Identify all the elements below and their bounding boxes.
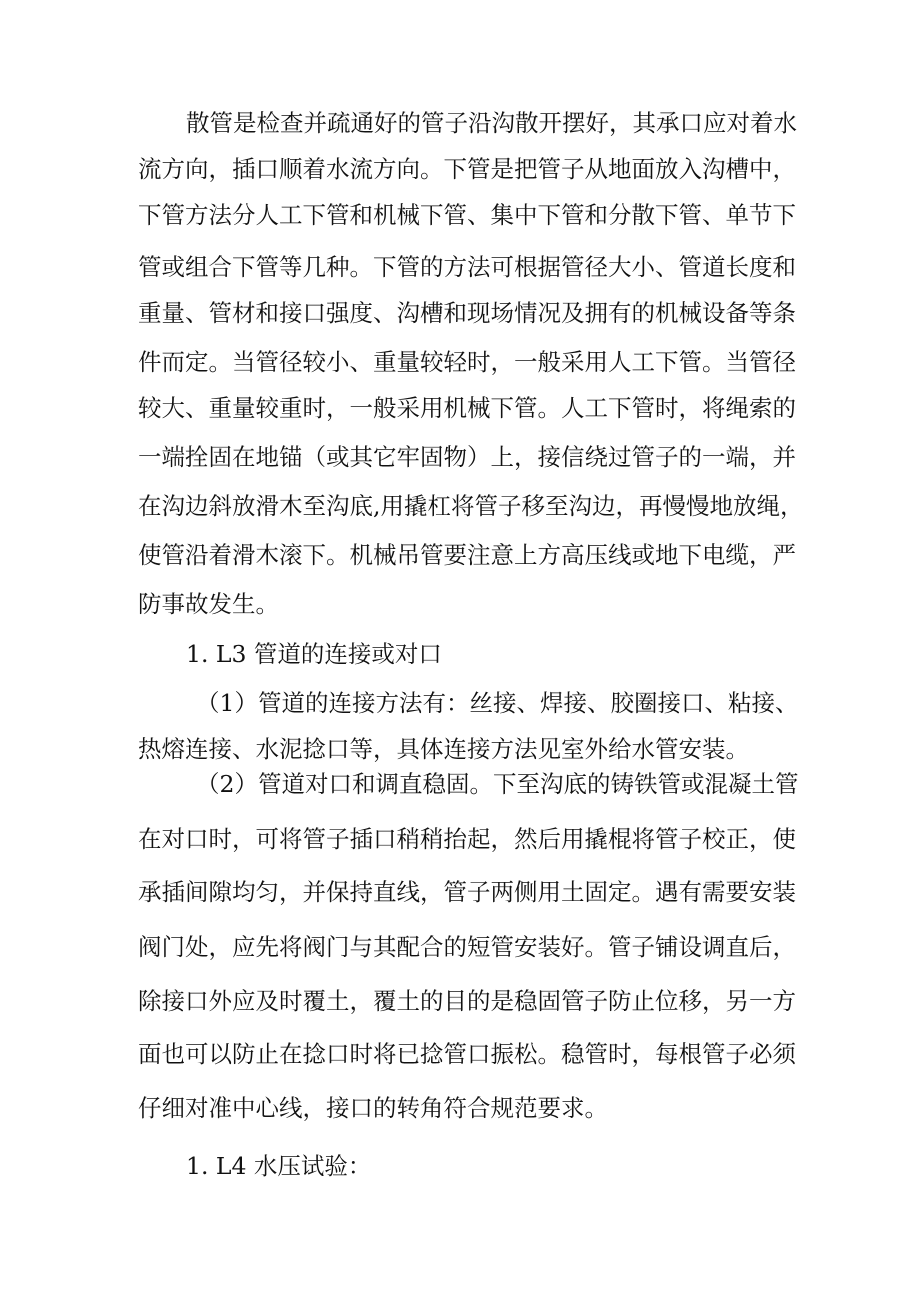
paragraph-line: 散管是检查并疏通好的管子沿沟散开摆好，其承口应对着水 xyxy=(186,109,797,137)
paragraph-line: 阀门处，应先将阀门与其配合的短管安装好。管子铺设调直后， xyxy=(138,933,796,961)
paragraph-line: 防事故发生。 xyxy=(138,590,279,618)
paragraph-line: 重量、管材和接口强度、沟槽和现场情况及拥有的机械设备等条 xyxy=(138,299,796,327)
paragraph-line: 管或组合下管等几种。下管的方法可根据管径大小、管道长度和 xyxy=(138,253,796,281)
paragraph-line: （2）管道对口和调直稳固。下至沟底的铸铁管或混凝土管 xyxy=(196,770,799,798)
paragraph-line: 面也可以防止在捻口时将已捻管口振松。稳管时，每根管子必须 xyxy=(138,1040,796,1068)
paragraph-line: 仔细对准中心线，接口的转角符合规范要求。 xyxy=(138,1094,608,1122)
paragraph-line: （1）管道的连接方法有：丝接、焊接、胶圈接口、粘接、 xyxy=(196,689,799,717)
paragraph-line: 下管方法分人工下管和机械下管、集中下管和分散下管、单节下 xyxy=(138,201,796,229)
paragraph-line: 使管沿着滑木滚下。机械吊管要注意上方高压线或地下电缆，严 xyxy=(138,541,796,569)
paragraph-line: 件而定。当管径较小、重量较轻时，一般采用人工下管。当管径 xyxy=(138,348,796,376)
section-heading: 1. L3 管道的连接或对口 xyxy=(186,640,442,668)
paragraph-line: 热熔连接、水泥捻口等，具体连接方法见室外给水管安装。 xyxy=(138,735,749,763)
paragraph-line: 承插间隙均匀，并保持直线，管子两侧用土固定。遇有需要安装 xyxy=(138,878,796,906)
paragraph-line: 在对口时，可将管子插口稍稍抬起，然后用撬棍将管子校正，使 xyxy=(138,825,796,853)
paragraph-line: 在沟边斜放滑木至沟底,用撬杠将管子移至沟边，再慢慢地放绳， xyxy=(138,492,804,520)
section-heading: 1. L4 水压试验： xyxy=(186,1152,372,1180)
paragraph-line: 流方向，插口顺着水流方向。下管是把管子从地面放入沟槽中， xyxy=(138,155,796,183)
paragraph-line: 一端拴固在地锚（或其它牢固物）上，接信绕过管子的一端，并 xyxy=(138,443,796,471)
paragraph-line: 除接口外应及时覆土，覆土的目的是稳固管子防止位移，另一方 xyxy=(138,987,796,1015)
paragraph-line: 较大、重量较重时，一般采用机械下管。人工下管时，将绳索的 xyxy=(138,394,796,422)
